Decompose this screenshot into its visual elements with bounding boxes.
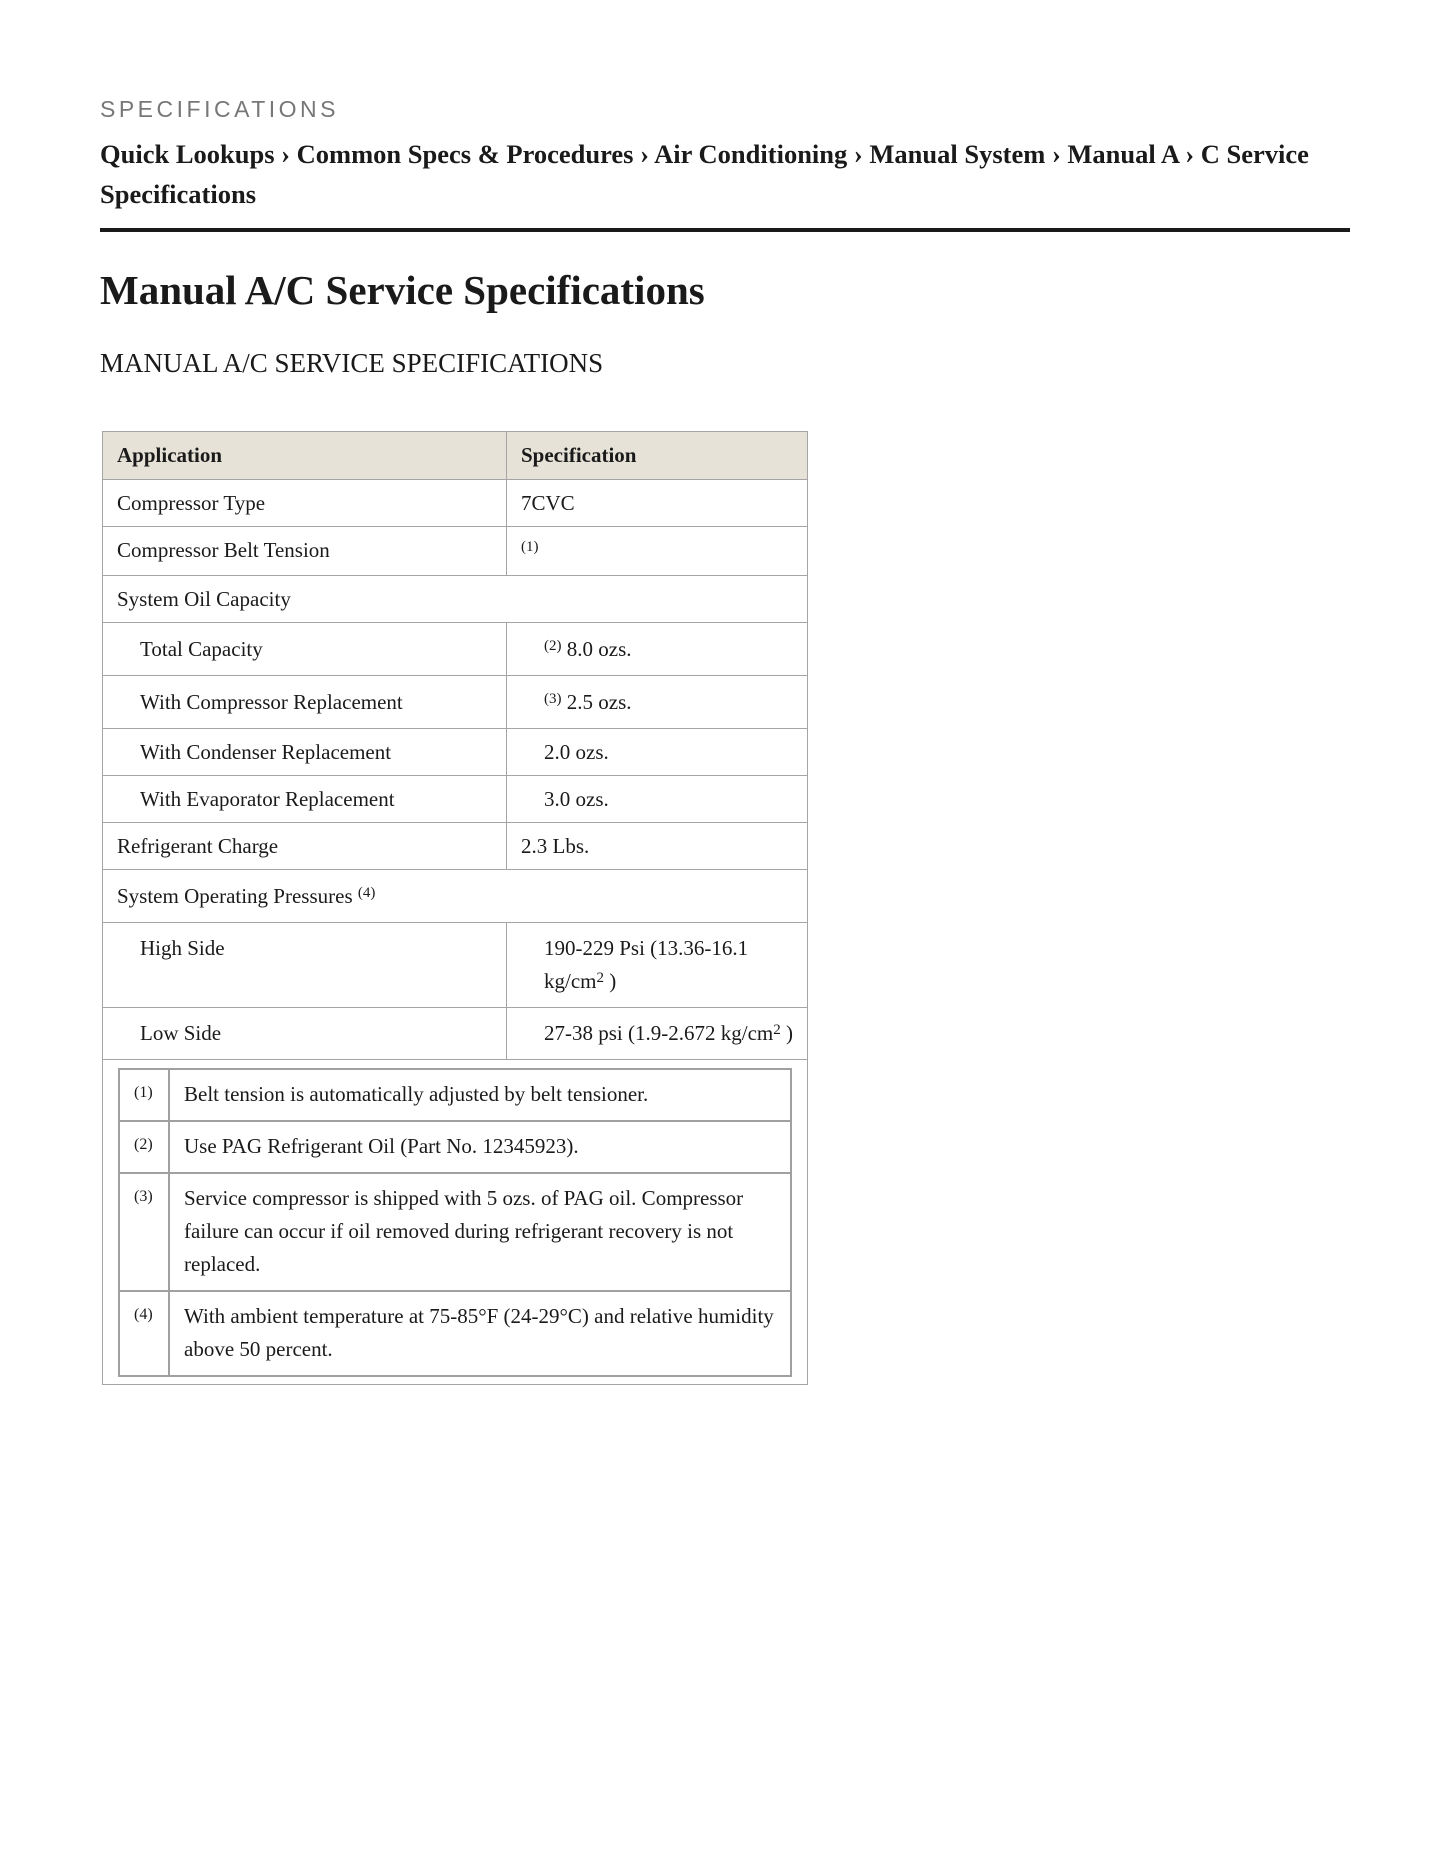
column-header-application: Application <box>103 432 507 480</box>
row-label: Low Side <box>103 1008 507 1060</box>
row-group-label: System Oil Capacity <box>103 576 808 623</box>
value-text: 27-38 psi (1.9-2.672 kg/cm <box>544 1021 774 1045</box>
footnote-text: Belt tension is automatically adjusted by belt tensioner. <box>169 1069 791 1121</box>
footnote-ref[interactable]: (3) <box>544 691 562 707</box>
footnotes-table <box>118 1068 792 1377</box>
row-value: 2.3 Lbs. <box>507 823 808 870</box>
row-label: With Compressor Replacement <box>103 676 507 729</box>
breadcrumb-item-common-specs[interactable]: Common Specs & Procedures <box>296 139 634 169</box>
page-title: Manual A/C Service Specifications <box>100 267 705 313</box>
footnote-text: With ambient temperature at 75-85°F (24-29°C) and relative humidity above 50 percent. <box>169 1291 791 1376</box>
table-header-row <box>103 432 808 480</box>
table-row <box>103 576 808 623</box>
table-row <box>103 870 808 923</box>
group-label-text: System Operating Pressures <box>117 884 358 908</box>
footnote-row <box>119 1069 791 1121</box>
header-divider <box>100 228 1350 232</box>
table-row <box>103 676 808 729</box>
row-label: Refrigerant Charge <box>103 823 507 870</box>
row-label: Total Capacity <box>103 623 507 676</box>
breadcrumb-item-quick-lookups[interactable]: Quick Lookups <box>100 139 275 169</box>
spec-table <box>102 431 808 1385</box>
row-label: With Evaporator Replacement <box>103 776 507 823</box>
footnotes-cell <box>103 1060 808 1385</box>
section-subtitle: MANUAL A/C SERVICE SPECIFICATIONS <box>100 348 604 378</box>
row-value <box>507 623 808 676</box>
footnote-ref[interactable]: (4) <box>357 885 376 901</box>
breadcrumb-separator: › <box>640 139 649 169</box>
row-value: 3.0 ozs. <box>507 776 808 823</box>
row-label: High Side <box>103 923 507 1008</box>
table-row <box>103 623 808 676</box>
superscript: 2 <box>773 1022 781 1038</box>
table-row <box>103 923 808 1008</box>
row-value <box>507 1008 808 1060</box>
footnotes-row <box>103 1060 808 1385</box>
table-row <box>103 1008 808 1060</box>
row-label: Compressor Type <box>103 480 507 527</box>
section-eyebrow: SPECIFICATIONS <box>100 96 339 122</box>
table-row <box>103 776 808 823</box>
value-tail: ) <box>780 1021 793 1045</box>
footnote-row <box>119 1291 791 1376</box>
row-value <box>507 923 808 1008</box>
breadcrumb-separator: › <box>853 139 863 169</box>
row-label: With Condenser Replacement <box>103 729 507 776</box>
footnote-number: (3) <box>119 1173 169 1291</box>
superscript: 2 <box>596 970 604 986</box>
footnote-row <box>119 1121 791 1173</box>
table-row <box>103 527 808 576</box>
value-text: 8.0 ozs. <box>561 637 632 661</box>
column-header-specification: Specification <box>507 432 808 480</box>
value-text: 2.5 ozs. <box>561 690 632 714</box>
row-value <box>507 527 808 576</box>
row-group-label <box>103 870 808 923</box>
footnote-ref[interactable]: (1) <box>521 539 539 555</box>
footnote-row <box>119 1173 791 1291</box>
breadcrumb-separator: › <box>1185 139 1195 169</box>
breadcrumb-item-current: C Service Specifications <box>100 139 1309 209</box>
footnote-ref[interactable]: (2) <box>544 638 562 654</box>
value-tail: ) <box>604 969 617 993</box>
breadcrumb-separator: › <box>1051 139 1061 169</box>
value-text: 190-229 Psi (13.36-16.1 kg/cm <box>544 936 749 993</box>
breadcrumb-item-air-conditioning[interactable]: Air Conditioning <box>654 139 848 169</box>
row-value <box>507 676 808 729</box>
footnote-number: (2) <box>119 1121 169 1173</box>
footnote-text: Use PAG Refrigerant Oil (Part No. 12345923). <box>169 1121 791 1173</box>
footnote-number: (1) <box>119 1069 169 1121</box>
row-value: 7CVC <box>507 480 808 527</box>
breadcrumb-item-manual-system[interactable]: Manual System <box>869 139 1046 169</box>
table-row <box>103 729 808 776</box>
footnote-text: Service compressor is shipped with 5 ozs. of PAG oil. Compressor failure can occur if oil removed during refrigerant recovery is not replaced. <box>169 1173 791 1291</box>
row-value: 2.0 ozs. <box>507 729 808 776</box>
breadcrumb-item-manual-a[interactable]: Manual A <box>1067 139 1179 169</box>
breadcrumb <box>100 134 1350 214</box>
footnote-number: (4) <box>119 1291 169 1376</box>
table-row <box>103 480 808 527</box>
row-label: Compressor Belt Tension <box>103 527 507 576</box>
breadcrumb-separator: › <box>281 139 290 169</box>
table-row <box>103 823 808 870</box>
